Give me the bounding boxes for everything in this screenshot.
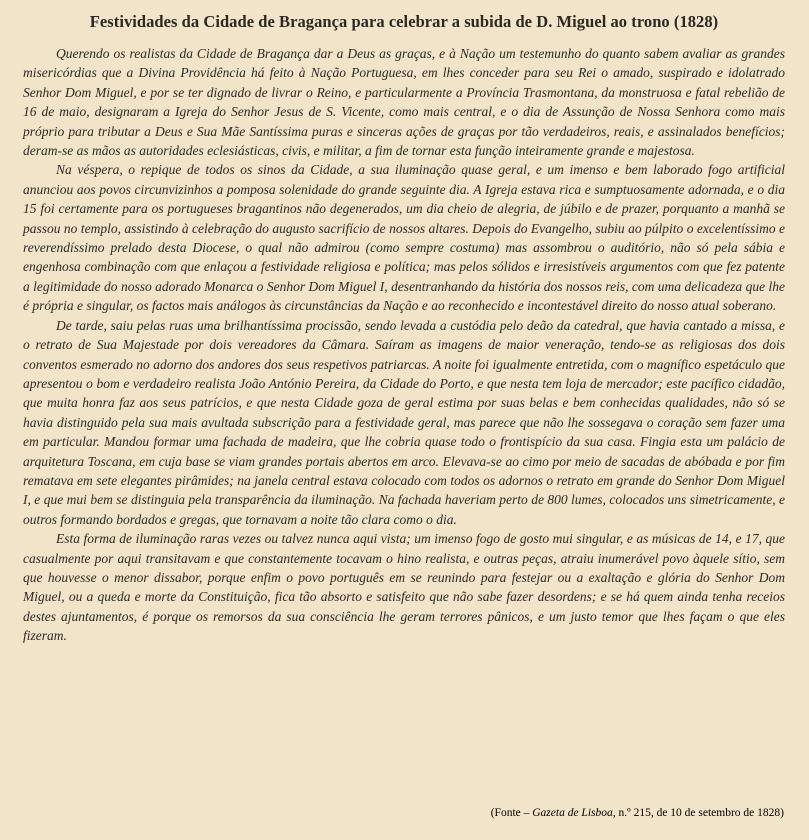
source-publication: Gazeta de Lisboa (532, 807, 613, 819)
source-prefix: (Fonte – (490, 807, 533, 819)
document-title: Festividades da Cidade de Bragança para celebrar a subida de D. Miguel ao trono (1828) (89, 12, 719, 31)
paragraph-3: De tarde, saiu pelas ruas uma brilhantíssima procissão, sendo levada a custódia pelo deão da catedral, que havia cantado a missa, e o retrato de Sua Majestade por dois vereadores da Câmara. Saíram as imagens de maior veneração, tendo-se as religiosas dos dois conventos esmerado no adorno dos andores dos seus respetivos patriarcas. A noite foi igualmente entretida, com o magnífico espetáculo que apresentou o bom e verdadeiro realista João António Pereira, da Cidade do Porto, e que nesta tem loja de mercador; este pacífico cidadão, que muita honra faz aos seus patrícios, e que nesta Cidade goza de geral estima por suas belas e bem conhecidas qualidades, não só se havia distinguido pela sua mais avultada subscrição para a festividade geral, mas parece que não lhe sossegava o coração sem fazer uma em particular. Mandou formar uma fachada de madeira, que lhe cobria quase todo o frontispício da sua casa. Fingia esta um palácio de arquitetura Toscana, em cuja base se viam grandes portais abertos em arco. Elevava-se ao cimo por meio de sacadas de abóbada e por fim rematava em sete elegantes pirâmides; na janela central estava colocado com todos os adornos o retrato em grande do Senhor Dom Miguel I, e que mui bem se distinguia pela transparência da iluminação. Na fachada haveriam perto de 800 lumes, colocados uns simetricamente, e outros formando bordados e gregas, que tornavam a noite tão clara como o dia. (23, 317, 785, 527)
paragraph-4: Esta forma de iluminação raras vezes ou talvez nunca aqui vista; um imenso fogo de gosto mui singular, e as músicas de 14, e 17, que casualmente por aqui transitavam e que constantemente tocavam o hino realista, e outras peças, atraiu inumerável povo àquele sítio, sem que houvesse o menor dissabor, porque enfim o povo português em se reunindo para festejar ou a exaltação e glória do Senhor Dom Miguel, ou a queda e morte da Constituição, fica tão absorto e satisfeito que não sabe fazer desordens; e se há quem ainda tenha receios destes ajuntamentos, é porque os remorsos da sua consciência lhe geram terrores pânicos, e um justo temor que lhes façam o que eles fizeram. (23, 531, 785, 644)
document-body (23, 44, 785, 646)
paragraph-2: Na véspera, o repique de todos os sinos da Cidade, a sua iluminação quase geral, e um imenso e bem laborado fogo artificial anunciou aos povos circunvizinhos a pomposa solenidade do grande seguinte dia. A Igreja estava rica e sumptuosamente adornada, e o dia 15 foi certamente para os portugueses bragantinos não degenerados, um dia cheio de alegria, de júbilo e de prazer, porquanto a manhã se passou no templo, assistindo à celebração do augusto sacrifício de nossos altares. Depois do Evangelho, subiu ao púlpito o excelentíssimo e reverendíssimo prelado desta Diocese, o qual não admirou (como sempre costuma) mas assombrou o auditório, não só pela sábia e engenhosa combinação com que enlaçou a festividade religiosa e política; mas pelos sólidos e irresistíveis argumentos com que fez patente a legitimidade do nosso adorado Monarca o Senhor Dom Miguel I, desentranhando da história dos nossos reis, com uma delicadeza que lhe é própria e singular, os factos mais análogos às circunstâncias da Nação e ao reconhecido e incontestável direito do nosso atual soberano. (23, 162, 785, 314)
source-suffix: , n.º 215, de 10 de setembro de 1828) (612, 807, 784, 819)
source-citation (491, 806, 784, 820)
paragraph-1: Querendo os realistas da Cidade de Bragança dar a Deus as graças, e à Nação um testemunho do quanto sabem avaliar as grandes misericórdias que a Divina Providência há feito à Nação Portuguesa, em lhes conceder para seu Rei o amado, suspirado e idolatrado Senhor Dom Miguel, e por se ter dignado de livrar o Reino, e particularmente a Província Trasmontana, da monstruosa e fatal rebelião de 16 de maio, designaram a Igreja do Senhor Jesus de S. Vicente, como mais central, e o dia de Assunção de Nossa Senhora como mais próprio para tributar a Deus e Sua Mãe Santíssima puras e sinceras ações de graças por tão verdadeiros, reais, e assinalados benefícios; deram-se as mãos as autoridades eclesiásticas, civis, e militar, a fim de tornar esta função inteiramente grande e majestosa. (23, 46, 785, 159)
